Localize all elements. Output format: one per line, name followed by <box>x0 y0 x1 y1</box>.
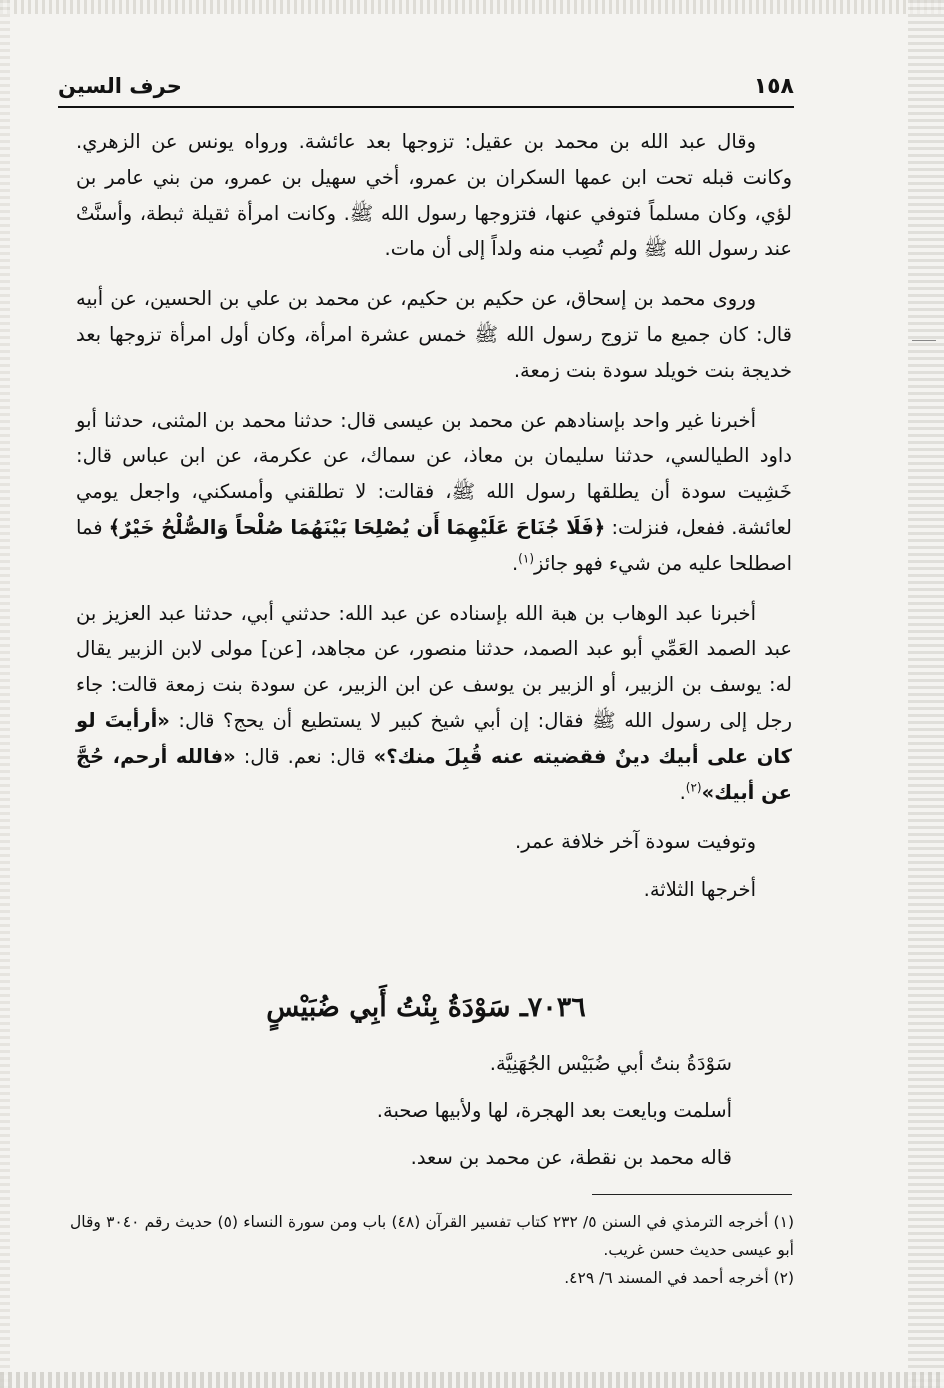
paragraph-text: فما اصطلحا عليه من شيء فهو جائز <box>76 515 792 575</box>
margin-mark <box>912 340 936 341</box>
hadith-quote: «أرأيتَ لو كان على أبيك دينٌ فقضيته عنه قُبِلَ منك؟» <box>76 708 792 768</box>
paragraph: أخبرنا غير واحد بإسنادهم عن محمد بن عيسى قال: حدثنا محمد بن المثنى، حدثنا أبو داود الطيالسي، حدثنا سليمان بن معاذ، عن سماك، عن عكرمة، عن ابن عباس قال: خَشِيت سودة أن يطلقها رسول الله ﷺ، فقالت: لا تطلقني وأمسكني، واجعل يومي لعائشة. ففعل، فنزلت: ﴿فَلَا جُنَاحَ عَلَيْهِمَا أَن يُصْلِحَا بَيْنَهُمَا صُلْحاً وَالصُّلْحُ خَيْرٌ﴾ فما اصطلحا عليه من شيء فهو جائز$^{(١)}$. <box>76 408 792 575</box>
paragraph-text: قال: نعم. قال: <box>243 744 366 768</box>
hadith-quote: «فالله أرحم، حُجَّ عن أبيك» <box>76 744 792 804</box>
paragraph: وقال عبد الله بن محمد بن عقيل: تزوجها بعد عائشة. ورواه يونس عن الزهري. وكانت قبله تحت ابن عمها السكران بن عمرو، أخي سهيل بن عمرو، من بني عامر بن لؤي، وكان مسلماً فتوفي عنها، فتزوجها رسول الله ﷺ. وكانت امرأة ثقيلة ثبطة، وأسنَّتْ عند رسول الله ﷺ ولم تُصِب منه ولداً إلى أن مات. <box>76 130 792 261</box>
scan-border-top <box>0 0 944 14</box>
footnote-ref: (٢) <box>685 780 702 795</box>
paragraph-text: أخبرنا غير واحد بإسنادهم عن محمد بن عيسى قال: حدثنا محمد بن المثنى، حدثنا أبو داود الطيالسي، حدثنا سليمان بن معاذ، عن سماك، عن عكرمة، عن ابن عباس قال: خَشِيت سودة أن يطلقها رسول الله ﷺ، فقالت: لا تطلقني وأمسكني، واجعل يومي لعائشة. ففعل، فنزلت: <box>76 408 792 539</box>
footnote-rule <box>592 1194 792 1195</box>
scan-border-left <box>0 0 10 1388</box>
footnote: (٢) أخرجه أحمد في المسند ٦/ ٤٢٩. <box>564 1269 794 1287</box>
main-text <box>76 124 792 920</box>
entry-line: سَوْدَةُ بنتُ أبي ضُبَيْس الجُهَنِيَّة. <box>489 1052 732 1075</box>
footnotes <box>70 1208 794 1292</box>
quran-verse: ﴿فَلَا جُنَاحَ عَلَيْهِمَا أَن يُصْلِحَا بَيْنَهُمَا صُلْحاً وَالصُّلْحُ خَيْرٌ﴾ <box>108 515 606 539</box>
entry-line: قاله محمد بن نقطة، عن محمد بن سعد. <box>410 1146 732 1169</box>
footnote: (١) أخرجه الترمذي في السنن ٥/ ٢٣٢ كتاب تفسير القرآن (٤٨) باب ومن سورة النساء (٥) حديث رقم ٣٠٤٠ وقال أبو عيسى حديث حسن غريب. <box>70 1213 794 1259</box>
paragraph: وتوفيت سودة آخر خلافة عمر. <box>515 830 756 854</box>
running-title: حرف السين <box>58 74 182 98</box>
paragraph: أخبرنا عبد الوهاب بن هبة الله بإسناده عن عبد الله: حدثني أبي، حدثنا عبد العزيز بن عبد الصمد العَمِّي أبو عبد الصمد، حدثنا منصور، عن مجاهد، [عن] مولى لابن الزبير يقال له: يوسف بن الزبير، أو الزبير بن يوسف عن ابن الزبير، عن سودة بنت زمعة قالت: جاء رجل إلى رسول الله ﷺ فقال: إن أبي شيخ كبير لا يستطيع أن يحج؟ قال: «أرأيتَ لو كان على أبيك دينٌ فقضيته عنه قُبِلَ منك؟» قال: نعم. قال: «فالله أرحم، حُجَّ عن أبيك»$^{(٢)}$. <box>76 601 792 804</box>
paragraph: وروى محمد بن إسحاق، عن حكيم بن حكيم، عن محمد بن علي بن الحسين، عن أبيه قال: كان جميع ما تزوج رسول الله ﷺ خمس عشرة امرأة، وكان أول امرأة تزوجها بعد خديجة بنت خويلد سودة بنت زمعة. <box>76 287 792 382</box>
footnote-ref: (١) <box>518 551 534 566</box>
entry-heading: ٧٠٣٦ـ سَوْدَةُ بِنْتُ أَبِي ضُبَيْسٍ <box>266 992 586 1023</box>
scan-border-bottom <box>0 1372 944 1388</box>
header-rule <box>58 106 794 108</box>
paragraph: أخرجها الثلاثة. <box>643 878 756 902</box>
entry-body <box>76 1040 792 1181</box>
paragraph-text: أخبرنا عبد الوهاب بن هبة الله بإسناده عن عبد الله: حدثني أبي، حدثنا عبد العزيز بن عبد الصمد العَمِّي أبو عبد الصمد، حدثنا منصور، عن مجاهد، [عن] مولى لابن الزبير يقال له: يوسف بن الزبير، أو الزبير بن يوسف عن ابن الزبير، عن سودة بنت زمعة قالت: جاء رجل إلى رسول الله ﷺ فقال: إن أبي شيخ كبير لا يستطيع أن يحج؟ قال: <box>76 601 792 732</box>
page-number: ١٥٨ <box>753 74 794 99</box>
scan-border-right <box>908 0 944 1388</box>
entry-line: أسلمت وبايعت بعد الهجرة، لها ولأبيها صحبة. <box>376 1099 732 1122</box>
page-header <box>58 68 794 108</box>
